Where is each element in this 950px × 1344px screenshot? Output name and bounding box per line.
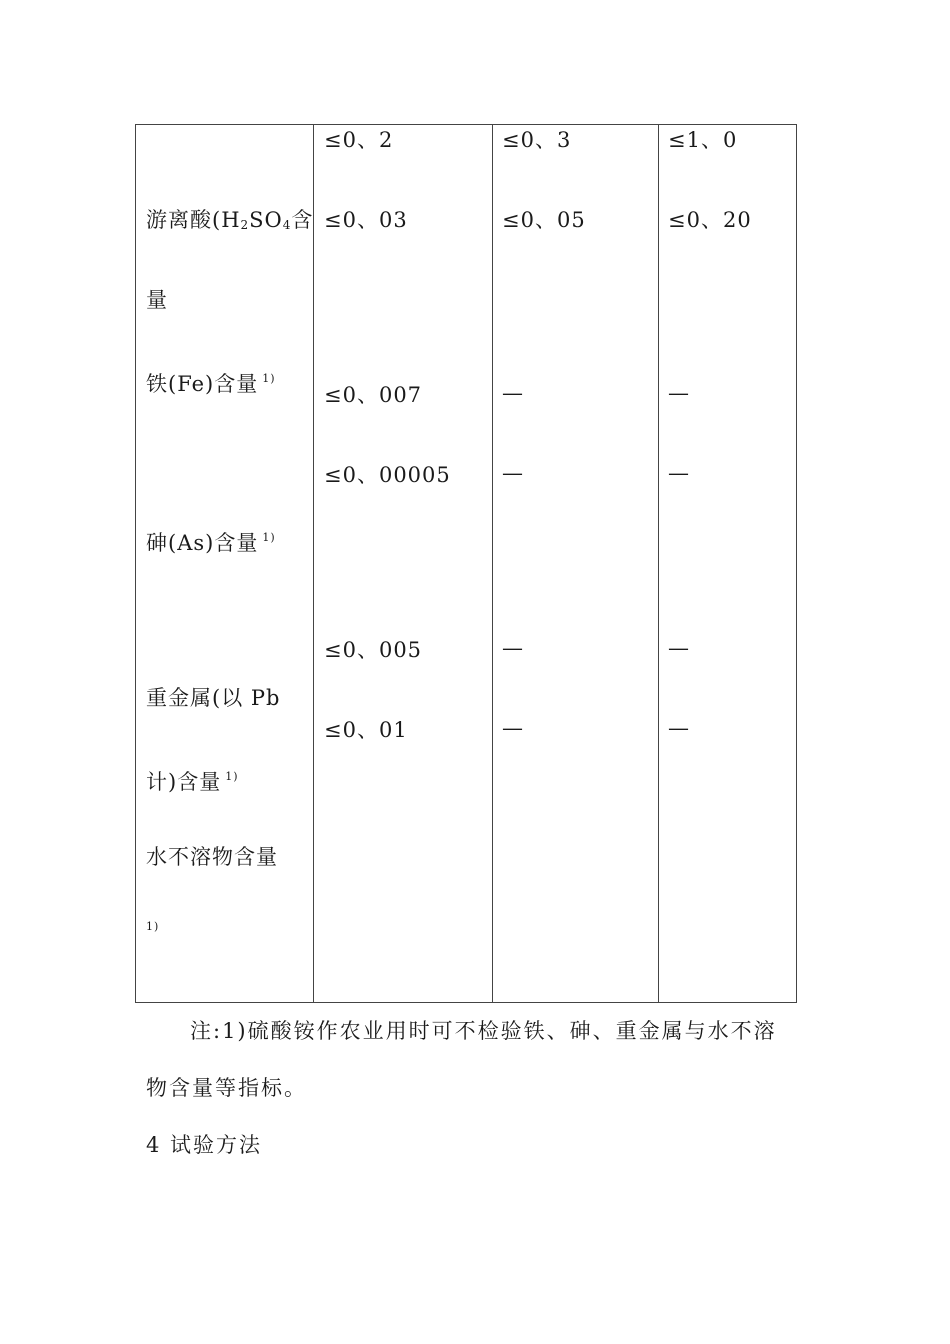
label-insoluble-note: 1) bbox=[146, 920, 160, 933]
label-free-acid: 游离酸(H2SO4含 bbox=[146, 208, 314, 232]
col3-value: — bbox=[668, 461, 690, 485]
col2-value: — bbox=[502, 636, 524, 660]
column-divider bbox=[658, 125, 659, 1002]
label-free-acid-line2: 量 bbox=[146, 288, 168, 312]
label-iron: 铁(Fe)含量 $^{1)}$ bbox=[146, 372, 276, 396]
col1-value: ≤0、2 bbox=[324, 128, 394, 152]
col1-value: ≤0、03 bbox=[324, 208, 408, 232]
spec-table bbox=[135, 124, 797, 1003]
col2-value: — bbox=[502, 381, 524, 405]
col3-value: ≤0、20 bbox=[668, 208, 752, 232]
table-note: 注:1)硫酸铵作农业用时可不检验铁、砷、重金属与水不溶 bbox=[190, 1019, 777, 1043]
col2-value: — bbox=[502, 461, 524, 485]
col3-value: — bbox=[668, 381, 690, 405]
col1-value: ≤0、01 bbox=[324, 718, 408, 742]
column-divider bbox=[492, 125, 493, 1002]
column-divider bbox=[313, 125, 314, 1002]
label-heavy-metal-line2: 计)含量 $^{1)}$ bbox=[146, 770, 239, 794]
section-heading: 4 试验方法 bbox=[146, 1133, 263, 1157]
col3-value: — bbox=[668, 716, 690, 740]
col2-value: ≤0、05 bbox=[502, 208, 586, 232]
label-arsenic: 砷(As)含量 $^{1)}$ bbox=[146, 531, 276, 555]
col1-value: ≤0、00005 bbox=[324, 463, 451, 487]
col2-value: ≤0、3 bbox=[502, 128, 572, 152]
label-heavy-metal: 重金属(以 Pb bbox=[146, 686, 281, 710]
col1-value: ≤0、005 bbox=[324, 638, 423, 662]
col3-value: ≤1、0 bbox=[668, 128, 738, 152]
label-insoluble: 水不溶物含量 bbox=[146, 845, 278, 869]
col2-value: — bbox=[502, 716, 524, 740]
col3-value: — bbox=[668, 636, 690, 660]
table-note-continuation: 物含量等指标。 bbox=[146, 1076, 307, 1100]
col1-value: ≤0、007 bbox=[324, 383, 423, 407]
